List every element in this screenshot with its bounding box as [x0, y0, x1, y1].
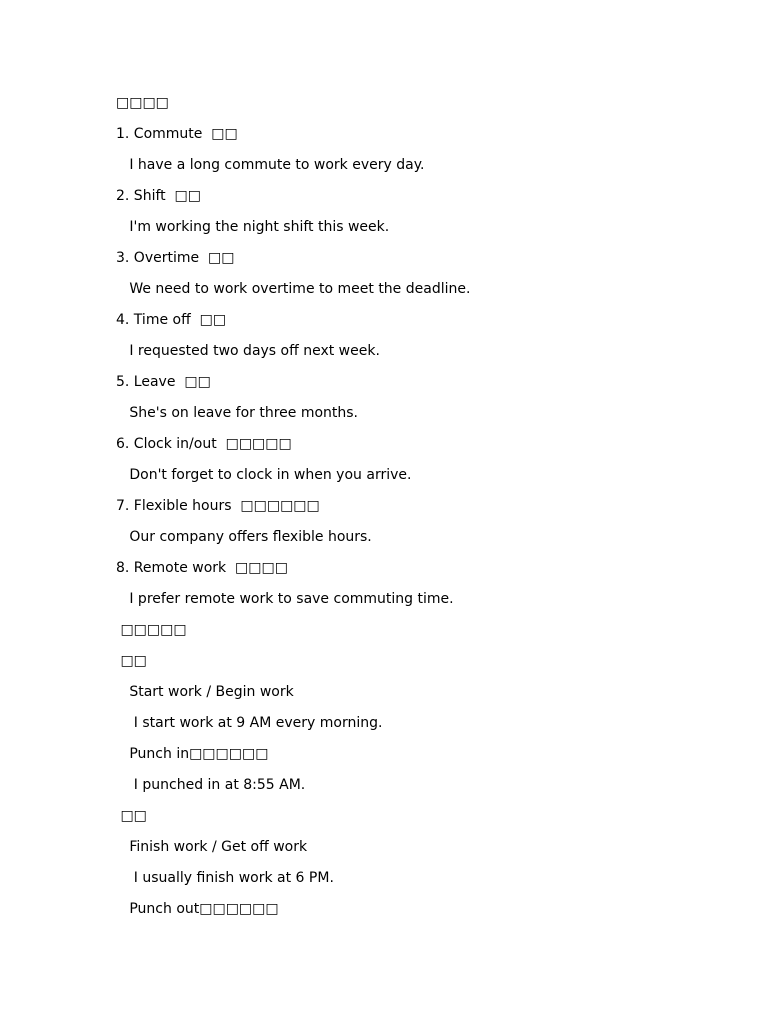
example-sentence: I'm working the night shift this week. [116, 219, 390, 235]
vocab-item-leave: 5. Leave □□ [116, 374, 211, 390]
example-sentence: I prefer remote work to save commuting time. [116, 591, 454, 607]
subsection-heading: □□ [116, 808, 147, 824]
example-sentence: I start work at 9 AM every morning. [116, 715, 383, 731]
example-sentence: I usually finish work at 6 PM. [116, 870, 334, 886]
phrase-item: Finish work / Get off work [116, 839, 308, 855]
example-sentence: I requested two days off next week. [116, 343, 380, 359]
example-sentence: I punched in at 8:55 AM. [116, 777, 306, 793]
section-heading: □□□□ [116, 95, 169, 111]
phrase-item: Start work / Begin work [116, 684, 294, 700]
phrase-item: Punch out□□□□□□ [116, 901, 279, 917]
vocab-item-overtime: 3. Overtime □□ [116, 250, 235, 266]
section-heading: □□□□□ [116, 622, 187, 638]
example-sentence: We need to work overtime to meet the deadline. [116, 281, 471, 297]
vocab-item-shift: 2. Shift □□ [116, 188, 201, 204]
vocab-item-remote-work: 8. Remote work □□□□ [116, 560, 288, 576]
example-sentence: She's on leave for three months. [116, 405, 359, 421]
vocab-item-time-off: 4. Time off □□ [116, 312, 227, 328]
subsection-heading: □□ [116, 653, 147, 669]
example-sentence: Our company offers flexible hours. [116, 529, 372, 545]
phrase-item: Punch in□□□□□□ [116, 746, 269, 762]
example-sentence: Don't forget to clock in when you arrive. [116, 467, 412, 483]
vocab-item-commute: 1. Commute □□ [116, 126, 238, 142]
vocab-item-flexible-hours: 7. Flexible hours □□□□□□ [116, 498, 320, 514]
vocab-item-clock-in-out: 6. Clock in/out □□□□□ [116, 436, 292, 452]
example-sentence: I have a long commute to work every day. [116, 157, 425, 173]
